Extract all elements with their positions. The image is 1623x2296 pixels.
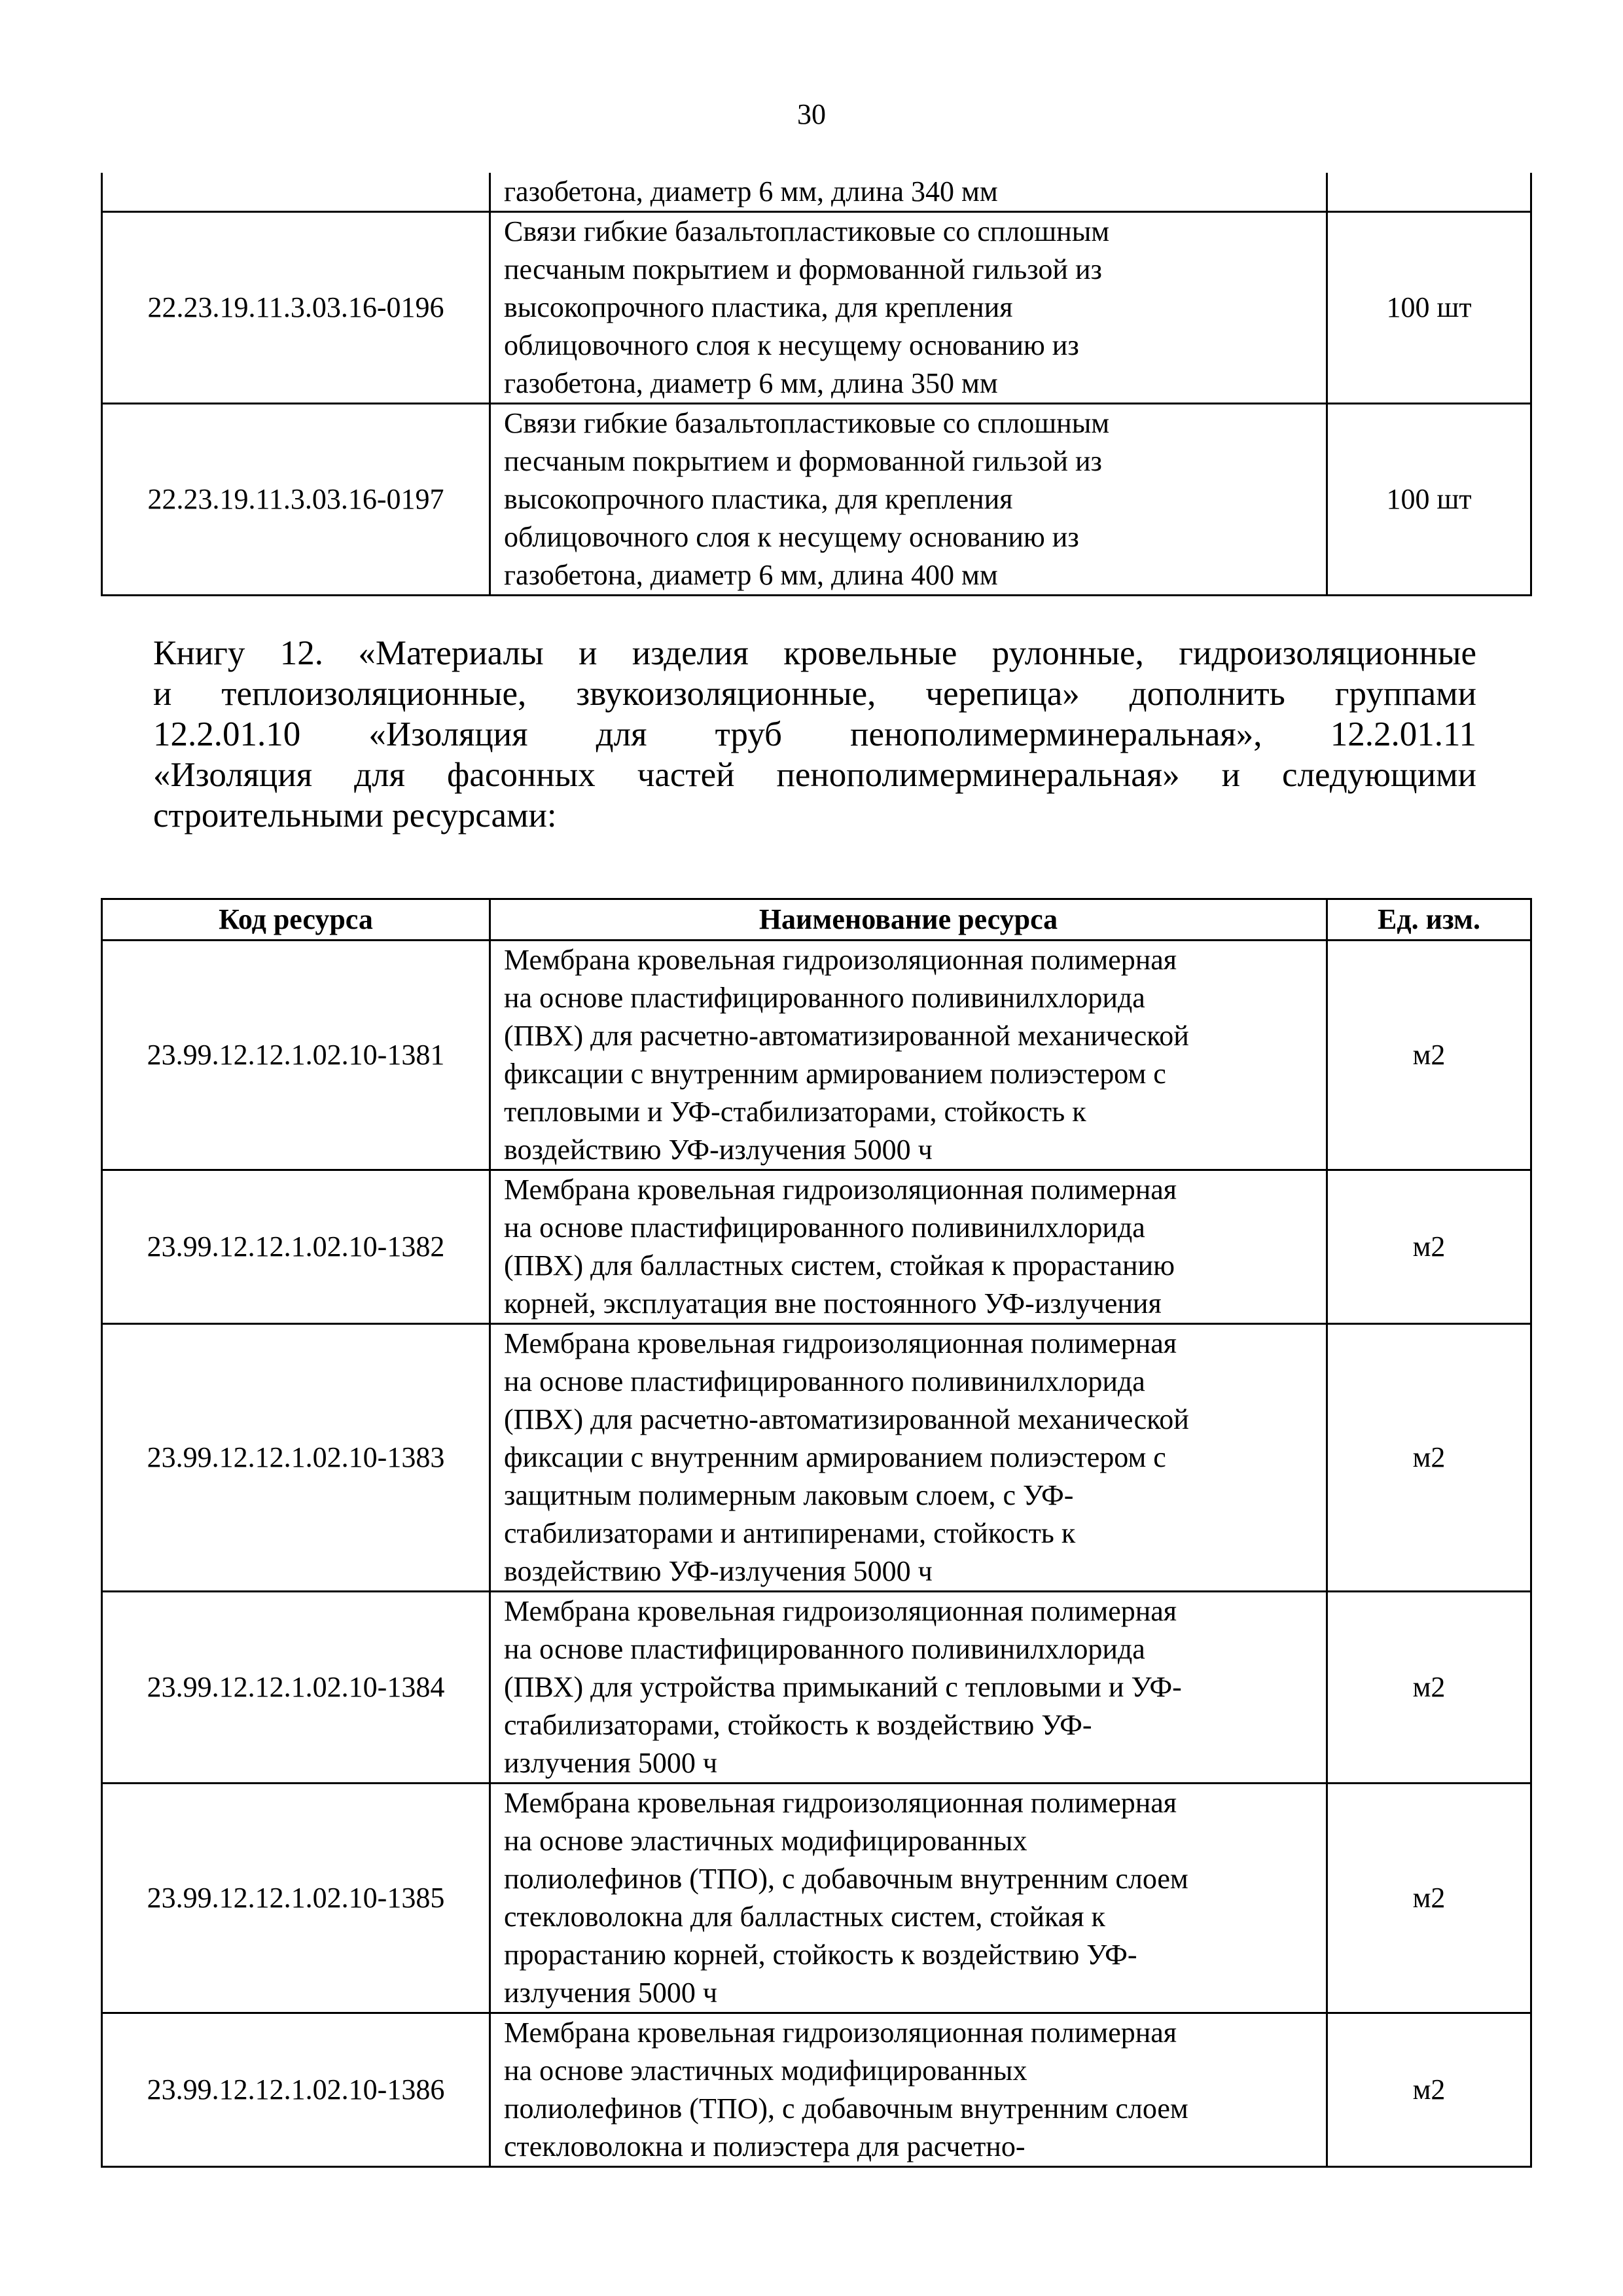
resource-name-line: Мембрана кровельная гидроизоляционная полимерная xyxy=(504,1787,1177,1819)
table-row xyxy=(102,2013,1531,2167)
resource-name-line: на основе эластичных модифицированных xyxy=(504,1825,1027,1857)
resource-name-line: корней, эксплуатация вне постоянного УФ-излучения xyxy=(504,1287,1162,1319)
resource-name-line: Мембрана кровельная гидроизоляционная полимерная xyxy=(504,1174,1177,1206)
resource-name-line: (ПВХ) для расчетно-автоматизированной механической xyxy=(504,1403,1189,1435)
table-row xyxy=(102,1170,1531,1324)
resource-code-cell: 22.23.19.11.3.03.16-0196 xyxy=(102,212,490,404)
resource-code-cell: 23.99.12.12.1.02.10-1384 xyxy=(102,1592,490,1784)
table-row xyxy=(102,1592,1531,1784)
resource-name-line: прорастанию корней, стойкость к воздействию УФ- xyxy=(504,1939,1137,1971)
resource-code-cell: 23.99.12.12.1.02.10-1386 xyxy=(102,2013,490,2167)
bottom-resource-table xyxy=(101,898,1532,2168)
table-row xyxy=(102,1324,1531,1592)
table-row xyxy=(102,404,1531,596)
resource-unit-cell: м2 xyxy=(1327,1592,1531,1784)
page-number: 30 xyxy=(797,98,826,130)
resource-name-line: (ПВХ) для расчетно-автоматизированной механической xyxy=(504,1020,1189,1052)
header-name: Наименование ресурса xyxy=(490,899,1327,941)
resource-name-cell xyxy=(490,2013,1327,2167)
resource-name-line: стекловолокна и полиэстера для расчетно- xyxy=(504,2130,1026,2162)
resource-name-line: высокопрочного пластика, для крепления xyxy=(504,483,1013,515)
bottom-table-body xyxy=(102,941,1531,2167)
resource-name-line: на основе пластифицированного поливинилхлорида xyxy=(504,1633,1145,1665)
resource-name-line: газобетона, диаметр 6 мм, длина 340 мм xyxy=(504,175,998,207)
resource-unit-cell: 100 шт xyxy=(1327,404,1531,596)
paragraph-line: «Изоляция для фасонных частей пенополимерминеральная» и следующими xyxy=(153,756,1476,794)
paragraph-line: и теплоизоляционные, звукоизоляционные, черепица» дополнить группами xyxy=(153,675,1476,713)
resource-name-cell xyxy=(490,212,1327,404)
resource-name-line: Мембрана кровельная гидроизоляционная полимерная xyxy=(504,1595,1177,1627)
resource-name-line: газобетона, диаметр 6 мм, длина 400 мм xyxy=(504,559,998,591)
resource-name-line: Связи гибкие базальтопластиковые со сплошным xyxy=(504,407,1110,439)
resource-name-cell xyxy=(490,1324,1327,1592)
resource-name-line: песчаным покрытием и формованной гильзой из xyxy=(504,445,1102,477)
resource-name-line: воздействию УФ-излучения 5000 ч xyxy=(504,1555,933,1587)
resource-name-line: газобетона, диаметр 6 мм, длина 350 мм xyxy=(504,367,998,399)
resource-code-cell: 23.99.12.12.1.02.10-1385 xyxy=(102,1784,490,2013)
resource-name-line: полиолефинов (ТПО), с добавочным внутренним слоем xyxy=(504,1863,1188,1895)
resource-name-cell xyxy=(490,941,1327,1170)
resource-unit-cell: м2 xyxy=(1327,1784,1531,2013)
paragraph-line: Книгу 12. «Материалы и изделия кровельные рулонные, гидроизоляционные xyxy=(153,634,1476,672)
resource-code-cell: 23.99.12.12.1.02.10-1381 xyxy=(102,941,490,1170)
resource-unit-cell: 100 шт xyxy=(1327,212,1531,404)
resource-name-line: песчаным покрытием и формованной гильзой из xyxy=(504,253,1102,285)
resource-unit-cell xyxy=(1327,173,1531,212)
resource-name-line: облицовочного слоя к несущему основанию из xyxy=(504,329,1079,361)
resource-name-line: воздействию УФ-излучения 5000 ч xyxy=(504,1134,933,1166)
resource-name-line: защитным полимерным лаковым слоем, с УФ- xyxy=(504,1479,1074,1511)
resource-name-cell xyxy=(490,1592,1327,1784)
resource-name-line: Мембрана кровельная гидроизоляционная полимерная xyxy=(504,2017,1177,2049)
resource-code-cell: 22.23.19.11.3.03.16-0197 xyxy=(102,404,490,596)
resource-name-line: на основе пластифицированного поливинилхлорида xyxy=(504,1365,1145,1397)
paragraph-line: 12.2.01.10 «Изоляция для труб пенополимерминеральная», 12.2.01.11 xyxy=(153,715,1476,753)
resource-name-line: (ПВХ) для устройства примыканий с тепловыми и УФ- xyxy=(504,1671,1182,1703)
resource-name-line: на основе пластифицированного поливинилхлорида xyxy=(504,982,1145,1014)
resource-name-line: тепловыми и УФ-стабилизаторами, стойкость к xyxy=(504,1096,1086,1128)
top-resource-table xyxy=(101,173,1532,596)
resource-name-line: фиксации с внутренним армированием полиэстером с xyxy=(504,1058,1166,1090)
resource-code-cell xyxy=(102,173,490,212)
resource-name-line: (ПВХ) для балластных систем, стойкая к прорастанию xyxy=(504,1249,1175,1282)
resource-name-line: излучения 5000 ч xyxy=(504,1747,718,1779)
resource-unit-cell: м2 xyxy=(1327,1324,1531,1592)
resource-unit-cell: м2 xyxy=(1327,1170,1531,1324)
resource-name-line: облицовочного слоя к несущему основанию из xyxy=(504,521,1079,553)
resource-name-line: полиолефинов (ТПО), с добавочным внутренним слоем xyxy=(504,2092,1188,2125)
header-code: Код ресурса xyxy=(102,899,490,941)
resource-name-cell xyxy=(490,1170,1327,1324)
table-row xyxy=(102,941,1531,1170)
header-unit: Ед. изм. xyxy=(1327,899,1531,941)
resource-code-cell: 23.99.12.12.1.02.10-1382 xyxy=(102,1170,490,1324)
book-12-paragraph xyxy=(153,633,1476,836)
resource-name-cell xyxy=(490,173,1327,212)
resource-unit-cell: м2 xyxy=(1327,941,1531,1170)
resource-name-line: Мембрана кровельная гидроизоляционная полимерная xyxy=(504,1327,1177,1359)
resource-name-line: Мембрана кровельная гидроизоляционная полимерная xyxy=(504,944,1177,976)
resource-unit-cell: м2 xyxy=(1327,2013,1531,2167)
resource-name-line: стабилизаторами и антипиренами, стойкость к xyxy=(504,1517,1076,1549)
resource-name-line: высокопрочного пластика, для крепления xyxy=(504,291,1013,323)
resource-name-cell xyxy=(490,404,1327,596)
paragraph-line: строительными ресурсами: xyxy=(153,797,557,834)
table-row xyxy=(102,1784,1531,2013)
resource-name-line: Связи гибкие базальтопластиковые со сплошным xyxy=(504,215,1110,247)
resource-name-line: фиксации с внутренним армированием полиэстером с xyxy=(504,1441,1166,1473)
table-header-row xyxy=(102,899,1531,941)
table-row xyxy=(102,212,1531,404)
resource-code-cell: 23.99.12.12.1.02.10-1383 xyxy=(102,1324,490,1592)
resource-name-line: стабилизаторами, стойкость к воздействию УФ- xyxy=(504,1709,1092,1741)
resource-name-line: на основе пластифицированного поливинилхлорида xyxy=(504,1211,1145,1244)
resource-name-line: излучения 5000 ч xyxy=(504,1977,718,2009)
resource-name-line: стекловолокна для балластных систем, стойкая к xyxy=(504,1901,1105,1933)
top-table-body xyxy=(102,173,1531,596)
resource-name-cell xyxy=(490,1784,1327,2013)
resource-name-line: на основе эластичных модифицированных xyxy=(504,2054,1027,2087)
table-row xyxy=(102,173,1531,212)
